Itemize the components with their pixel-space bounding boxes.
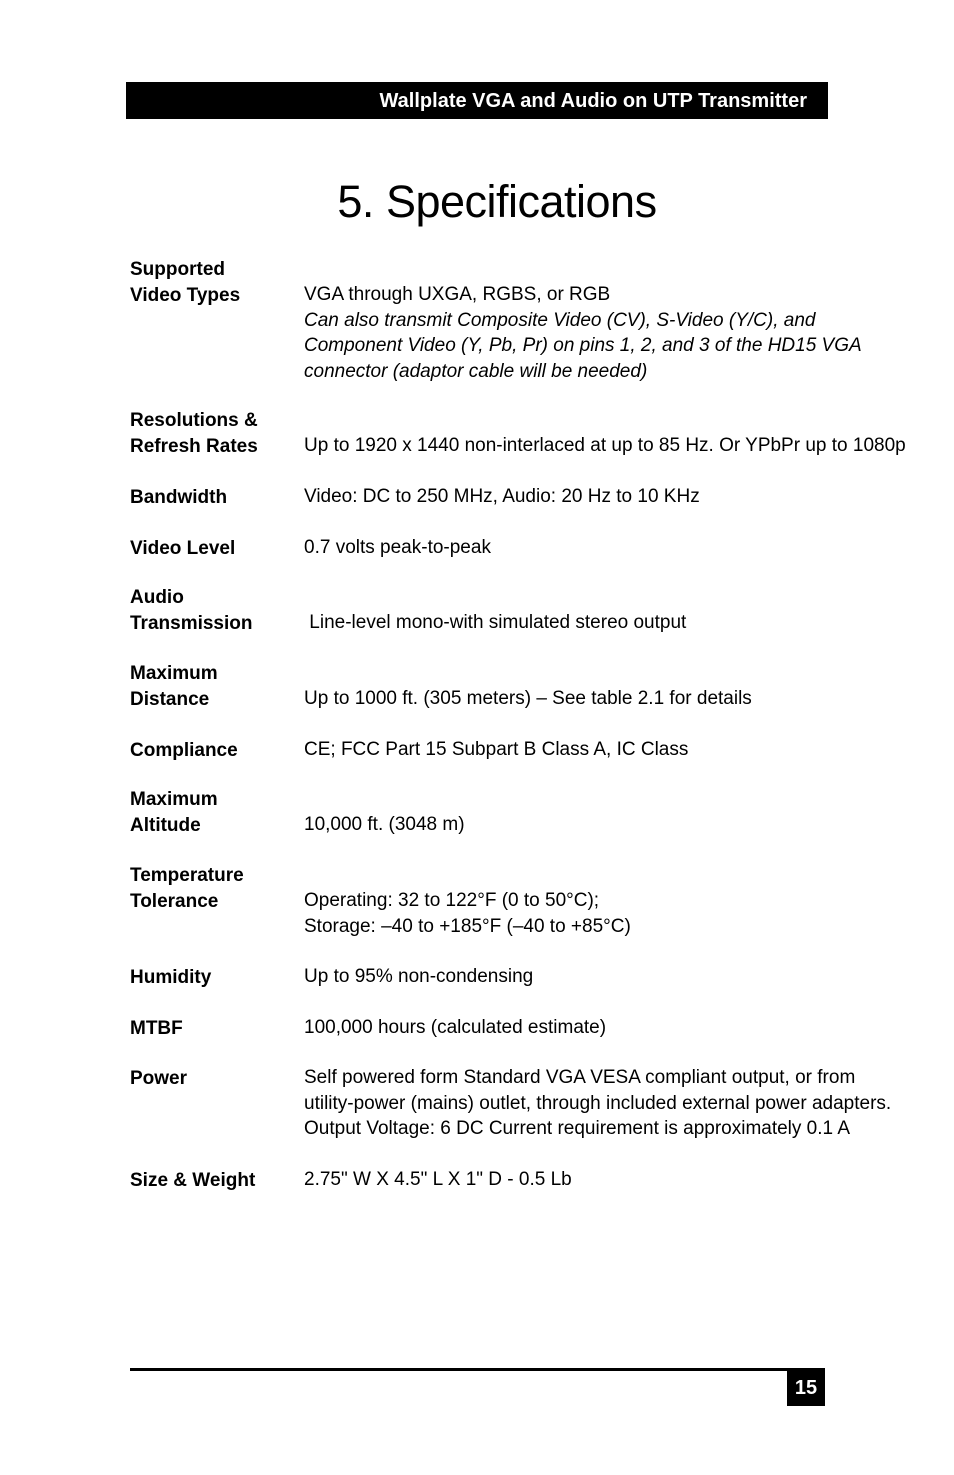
- spec-value: [304, 888, 904, 939]
- spec-row-humidity: [130, 964, 890, 990]
- spec-value-line: VGA through UXGA, RGBS, or RGB: [304, 284, 611, 305]
- spec-label: Resolutions & Refresh Rates: [130, 410, 258, 457]
- spec-value-line: Component Video (Y, Pb, Pr) on pins 1, 2, and 3 of the HD15 VGA: [304, 335, 862, 356]
- spec-value-line: Operating: 32 to 122°F (0 to 50°C);: [304, 890, 600, 911]
- spec-value-line: 0.7 volts peak-to-peak: [304, 537, 491, 558]
- running-header: Wallplate VGA and Audio on UTP Transmitter: [126, 82, 828, 119]
- spec-label: Temperature Tolerance: [130, 865, 244, 912]
- spec-value: [304, 282, 904, 384]
- spec-value-line: 2.75" W X 4.5" L X 1" D - 0.5 Lb: [304, 1169, 572, 1190]
- spec-value: [304, 686, 904, 712]
- spec-row-temperature-tolerance: [130, 863, 890, 937]
- spec-value-line: Video: DC to 250 MHz, Audio: 20 Hz to 10 KHz: [304, 486, 700, 507]
- spec-row-maximum-altitude: [130, 787, 890, 838]
- spec-value: [304, 1065, 904, 1142]
- spec-value: [304, 964, 904, 990]
- spec-value-line: Can also transmit Composite Video (CV), S-Video (Y/C), and: [304, 309, 816, 331]
- spec-value-line: Self powered form Standard VGA VESA compliant output, or from: [304, 1067, 856, 1088]
- spec-label: Bandwidth: [130, 486, 228, 508]
- spec-label: Compliance: [130, 739, 238, 761]
- spec-value: [304, 1167, 904, 1193]
- spec-label: MTBF: [130, 1017, 183, 1039]
- spec-value-line: connector (adaptor cable will be needed): [304, 360, 648, 382]
- spec-row-resolutions: [130, 408, 906, 459]
- spec-value-line: Up to 95% non-condensing: [304, 966, 534, 987]
- spec-value-line: utility-power (mains) outlet, through included external power adapters.: [304, 1092, 892, 1114]
- spec-label: Audio Transmission: [130, 587, 253, 634]
- spec-value: [304, 433, 904, 459]
- spec-row-maximum-distance: [130, 661, 890, 712]
- spec-value: [304, 737, 904, 763]
- spec-value: [304, 484, 904, 510]
- spec-row-video-level: [130, 535, 890, 561]
- spec-value-line: 100,000 hours (calculated estimate): [304, 1017, 607, 1038]
- spec-label: Maximum Altitude: [130, 789, 218, 836]
- spec-row-power: [130, 1065, 892, 1139]
- spec-value: [304, 535, 904, 561]
- spec-label: Video Level: [130, 537, 236, 559]
- spec-label: Size & Weight: [130, 1169, 256, 1191]
- page-number: 15: [787, 1370, 825, 1406]
- spec-value-line: CE; FCC Part 15 Subpart B Class A, IC Class: [304, 739, 689, 760]
- spec-row-mtbf: [130, 1015, 890, 1041]
- spec-value: [304, 812, 904, 838]
- spec-value-line: Storage: –40 to +185°F (–40 to +85°C): [304, 915, 631, 937]
- spec-value: [304, 1015, 904, 1041]
- spec-value-line: Line-level mono-with simulated stereo output: [304, 612, 687, 633]
- spec-label: Supported Video Types: [130, 259, 241, 306]
- spec-row-audio-transmission: [130, 585, 890, 636]
- spec-row-compliance: [130, 737, 890, 763]
- spec-row-bandwidth: [130, 484, 890, 510]
- spec-label: Maximum Distance: [130, 663, 218, 710]
- spec-value-line: 10,000 ft. (3048 m): [304, 814, 465, 835]
- spec-value-line: Up to 1920 x 1440 non-interlaced at up to 85 Hz. Or YPbPr up to 1080p: [304, 435, 906, 456]
- spec-row-size-weight: [130, 1167, 890, 1193]
- spec-row-supported-video-types: [130, 257, 890, 382]
- page-title: 5. Specifications: [337, 176, 657, 227]
- footer-rule: [130, 1368, 825, 1371]
- spec-value-line: Output Voltage: 6 DC Current requirement is approximately 0.1 A: [304, 1118, 850, 1139]
- spec-value: [304, 610, 904, 636]
- spec-label: Humidity: [130, 966, 212, 988]
- spec-label: Power: [130, 1067, 188, 1089]
- spec-value-line: Up to 1000 ft. (305 meters) – See table 2.1 for details: [304, 688, 752, 709]
